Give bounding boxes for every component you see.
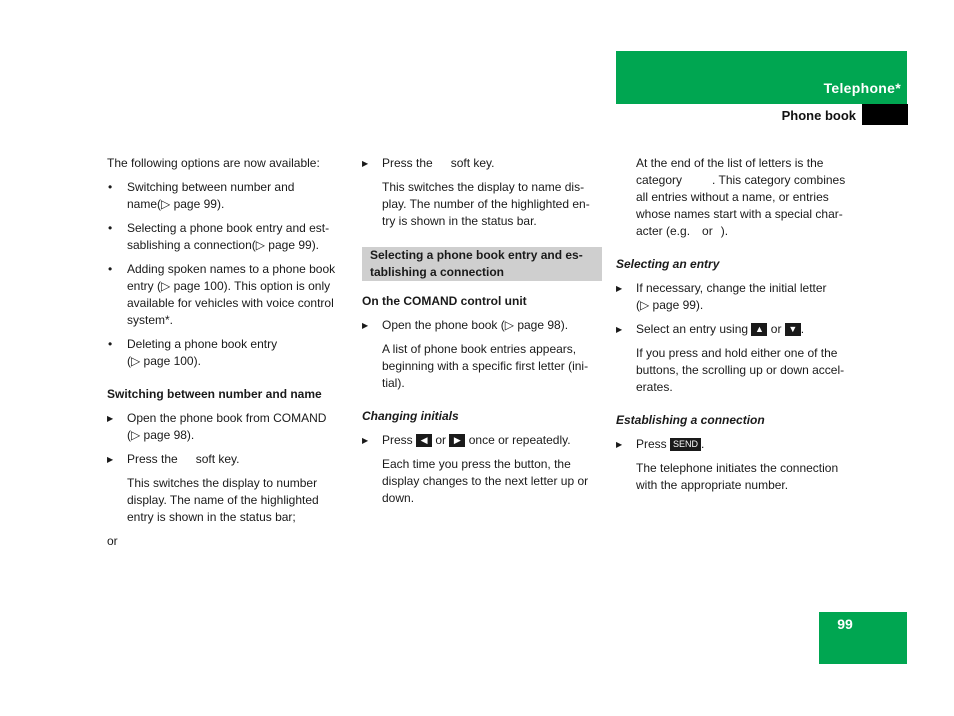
subsection-marker xyxy=(862,104,908,125)
column-1 xyxy=(107,155,347,557)
column-3 xyxy=(616,155,861,501)
right-arrow-key-icon: ▶ xyxy=(449,434,465,447)
list-item: • Selecting a phone book entry and est- sablishing a connection(▷ page 99). xyxy=(107,220,347,254)
subsection-heading: Changing initials xyxy=(362,409,459,423)
instruction-step: ▶ Press ◀ or ▶ once or repeatedly. xyxy=(362,432,602,449)
or-text: or xyxy=(107,534,118,548)
instruction-step: ▶ Open the phone book from COMAND (▷ page 98). xyxy=(107,410,347,444)
subsection-heading: Selecting an entry xyxy=(616,257,720,271)
result-text: This switches the display to number display. The name of the highlighted entry is shown in the status bar; xyxy=(127,476,319,524)
list-item: • Deleting a phone book entry (▷ page 100). xyxy=(107,336,347,370)
up-arrow-key-icon: ▲ xyxy=(751,323,767,336)
instruction-step: ▶ If necessary, change the initial letter (▷ page 99). xyxy=(616,280,861,314)
list-item: • Adding spoken names to a phone book entry (▷ page 100). This option is only available for vehicles with voice control system*. xyxy=(107,261,347,329)
list-item: • Switching between number and name(▷ page 99). xyxy=(107,179,347,213)
left-arrow-key-icon: ◀ xyxy=(416,434,432,447)
intro-text: The following options are now available: xyxy=(107,156,320,170)
subsection-heading: Establishing a connection xyxy=(616,413,765,427)
down-arrow-key-icon: ▼ xyxy=(785,323,801,336)
section-header-bar xyxy=(616,51,907,104)
section-heading: On the COMAND control unit xyxy=(362,294,527,308)
result-text: The telephone initiates the connection with the appropriate number. xyxy=(636,461,839,492)
section-box-heading: Selecting a phone book entry and es- tablishing a connection xyxy=(362,247,602,281)
instruction-step: ▶ Press SEND . xyxy=(616,436,861,453)
section-heading: Switching between number and name xyxy=(107,387,322,401)
send-key-icon: SEND xyxy=(670,438,701,451)
column-2 xyxy=(362,155,602,514)
instruction-step: ▶ Press the soft key. xyxy=(107,451,347,468)
instruction-step: ▶ Open the phone book (▷ page 98). xyxy=(362,317,602,334)
instruction-step: ▶ Press the soft key. xyxy=(362,155,602,172)
page-number: 99 xyxy=(837,616,853,632)
result-text: A list of phone book entries appears, beginning with a specific first letter (ini- tial). xyxy=(382,342,589,390)
result-text: This switches the display to name dis- play. The number of the highlighted en- try is shown in the status bar. xyxy=(382,180,590,228)
subsection-title: Phone book xyxy=(781,108,856,123)
result-text: If you press and hold either one of the buttons, the scrolling up or down accel- erates. xyxy=(636,346,845,394)
instruction-step: ▶ Select an entry using ▲ or ▼ . xyxy=(616,321,861,338)
section-title: Telephone* xyxy=(823,80,901,96)
result-text: Each time you press the button, the display changes to the next letter up or down. xyxy=(382,457,589,505)
category-text: At the end of the list of letters is the category . This category combines all entries without a name, or entries whose names start with a special char- acter (e.g. or ). xyxy=(636,156,846,238)
